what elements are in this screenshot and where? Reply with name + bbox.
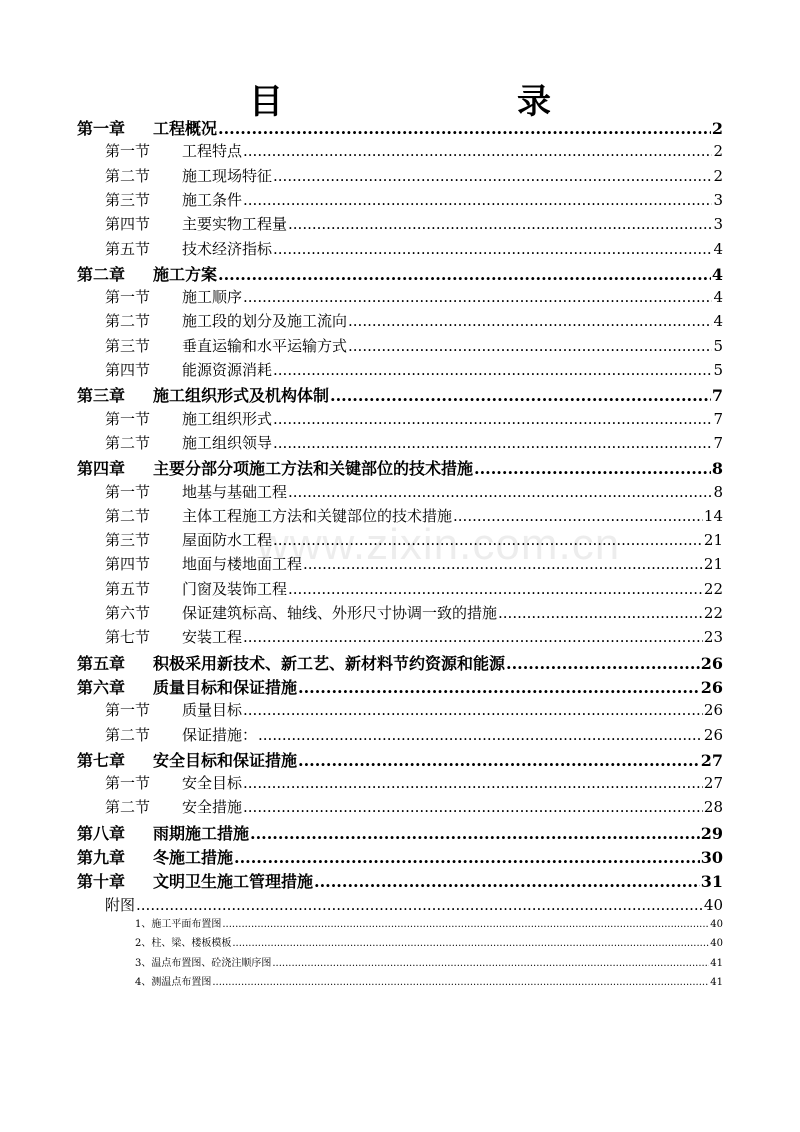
dot-leader	[273, 531, 703, 549]
toc-section-row[interactable]	[105, 553, 723, 574]
toc-page-number: 28	[703, 798, 723, 817]
toc-entry-title: 1、施工平面布置图	[135, 918, 222, 930]
toc-chapter-row[interactable]	[77, 821, 723, 844]
toc-chapter-row[interactable]	[77, 456, 723, 479]
toc-section-row[interactable]	[105, 213, 723, 234]
toc-section-row[interactable]	[105, 335, 723, 356]
dot-leader	[506, 654, 700, 673]
toc-section-row[interactable]	[105, 286, 723, 307]
toc-entry-title: 主要分部分项施工方法和关键部位的技术措施	[153, 459, 474, 479]
toc-appendix-row[interactable]	[135, 954, 723, 969]
toc-page-number: 22	[703, 579, 723, 598]
toc-entry-number: 第一节	[105, 774, 151, 793]
toc-page-number: 40	[703, 895, 723, 914]
toc-chapter-row[interactable]	[77, 869, 723, 892]
toc-entry-number: 第一节	[105, 482, 151, 501]
toc-page-number: 4	[713, 288, 723, 307]
toc-entry-label	[77, 821, 249, 844]
toc-entry-label	[105, 481, 287, 502]
toc-page-number: 7	[713, 433, 723, 452]
toc-section-row[interactable]	[105, 359, 723, 380]
toc-entry-label	[105, 213, 287, 234]
toc-chapter-row[interactable]	[77, 675, 723, 698]
toc-page-number: 21	[703, 555, 723, 574]
toc-page-number: 8	[713, 482, 723, 501]
toc-entry-label	[105, 310, 347, 331]
toc-page-number: 8	[711, 459, 723, 479]
toc-entry-title: 地基与基础工程	[182, 482, 288, 501]
toc-entry-number: 第六章	[77, 677, 126, 697]
toc-section-row[interactable]	[105, 724, 723, 745]
toc-entry-label	[105, 359, 272, 380]
toc-section-row[interactable]	[105, 408, 723, 429]
toc-page-number: 30	[700, 848, 723, 867]
toc-entry-title: 地面与楼地面工程	[182, 555, 303, 574]
dot-leader	[288, 215, 712, 233]
toc-section-row[interactable]	[105, 699, 723, 720]
toc-appendix-row[interactable]	[135, 915, 723, 930]
toc-entry-title: 安装工程	[182, 628, 243, 647]
toc-section-row[interactable]	[105, 578, 723, 599]
toc-entry-number: 第一节	[105, 701, 151, 720]
dot-leader	[303, 555, 703, 573]
toc-entry-label	[105, 189, 242, 210]
toc-section-row[interactable]	[105, 432, 723, 453]
toc-entry-title: 能源资源消耗	[182, 361, 273, 379]
toc-entry-number: 第九章	[77, 848, 126, 867]
toc-entry-title: 3、温点布置图、砼浇注顺序图	[135, 957, 272, 969]
dot-leader	[348, 312, 712, 330]
toc-chapter-row[interactable]	[77, 845, 723, 868]
toc-entry-title: 主要实物工程量	[182, 215, 288, 234]
dot-leader	[243, 701, 703, 719]
toc-entry-label	[105, 699, 242, 720]
toc-entry-number: 第二节	[105, 433, 151, 452]
toc-page-number: 27	[703, 774, 723, 793]
toc-chapter-row[interactable]	[77, 262, 723, 285]
dot-leader	[330, 386, 711, 405]
toc-entry-label	[77, 383, 329, 406]
toc-entry-title: 安全目标和保证措施	[153, 750, 298, 770]
dot-leader	[218, 265, 711, 284]
dot-leader	[243, 288, 712, 306]
toc-page-number: 29	[700, 823, 723, 843]
toc-page-number: 26	[700, 653, 723, 673]
toc-section-row[interactable]	[105, 772, 723, 793]
toc-section-row[interactable]	[105, 310, 723, 331]
toc-chapter-row[interactable]	[77, 651, 723, 674]
dot-leader	[243, 191, 712, 209]
toc-entry-label	[77, 748, 297, 771]
toc-entry-title: 工程概况	[153, 119, 218, 138]
toc-entry-title: 施工方案	[153, 264, 218, 284]
toc-entry-title: 质量目标和保证措施	[153, 677, 298, 697]
toc-page-number: 2	[713, 166, 723, 185]
toc-entry-label	[77, 845, 233, 868]
toc-entry-label	[105, 432, 272, 453]
toc-page-number: 26	[703, 725, 723, 744]
toc-page-number: 26	[700, 677, 723, 697]
toc-entry-label	[105, 238, 272, 259]
dot-leader	[273, 410, 712, 428]
toc-section-row[interactable]	[105, 529, 723, 550]
toc-entry-number: 第六节	[105, 604, 151, 622]
toc-page-number: 41	[710, 977, 723, 989]
dot-leader	[273, 434, 712, 452]
toc-entry-title: 2、柱、梁、楼板模板	[135, 938, 232, 950]
toc-section-row[interactable]	[105, 189, 723, 210]
toc-chapter-row[interactable]	[77, 116, 723, 139]
toc-entry-label	[135, 954, 271, 969]
toc-section-row[interactable]	[105, 602, 723, 623]
dot-leader	[212, 977, 709, 988]
toc-entry-label	[105, 796, 242, 817]
toc-entry-number: 第三节	[105, 531, 151, 550]
toc-entry-number: 第四节	[105, 215, 151, 234]
dot-leader	[273, 240, 712, 258]
toc-entry-number: 第三节	[105, 190, 151, 209]
toc-entry-label	[105, 724, 257, 745]
toc-entry-label	[77, 675, 297, 698]
dot-leader	[474, 459, 711, 478]
dot-leader	[243, 774, 703, 792]
toc-entry-title: 冬施工措施	[153, 848, 234, 867]
toc-entry-label	[135, 973, 211, 988]
toc-entry-label	[77, 651, 505, 674]
toc-entry-title: 安全措施	[182, 798, 243, 817]
toc-entry-number: 第三节	[105, 336, 151, 355]
toc-entry-title: 主体工程施工方法和关键部位的技术措施	[182, 506, 453, 525]
toc-entry-title: 工程特点	[182, 142, 243, 161]
toc-entry-label	[77, 869, 313, 892]
toc-page-number: 31	[700, 872, 723, 892]
toc-page-number: 23	[703, 628, 723, 647]
toc-entry-label	[105, 335, 347, 356]
toc-page-number: 7	[711, 386, 723, 406]
toc-entry-number: 第二节	[105, 166, 151, 185]
dot-leader	[288, 580, 703, 598]
toc-page-number: 22	[703, 604, 723, 622]
toc-entry-label	[135, 915, 221, 930]
toc-entry-label	[105, 408, 272, 429]
dot-leader	[243, 628, 703, 646]
toc-page-number: 4	[713, 312, 723, 331]
toc-entry-number: 第四节	[105, 361, 151, 379]
toc-entry-label	[105, 626, 242, 647]
toc-page-number: 27	[700, 750, 723, 770]
toc-entry-label	[105, 165, 272, 186]
toc-page-number: 40	[710, 918, 723, 930]
toc-appendix-row[interactable]	[135, 934, 723, 949]
toc-entry-number: 第五节	[105, 579, 151, 598]
toc-page-number: 21	[703, 531, 723, 550]
toc-entry-label	[77, 116, 217, 139]
toc-page-number: 2	[711, 119, 723, 138]
toc-entry-title: 安全目标	[182, 774, 243, 793]
toc-entry-title: 施工条件	[182, 190, 243, 209]
toc-page-number: 40	[710, 938, 723, 950]
toc-entry-label	[105, 578, 287, 599]
toc-entry-label	[105, 286, 242, 307]
toc-page-number: 14	[703, 506, 723, 525]
toc-entry-label	[77, 456, 473, 479]
toc-entry-title: 积极采用新技术、新工艺、新材料节约资源和能源	[153, 653, 506, 673]
dot-leader	[298, 751, 700, 770]
watermark: www.zixin.com.cn	[257, 520, 621, 569]
dot-leader	[258, 726, 703, 744]
toc-entry-label	[105, 772, 242, 793]
toc-entry-number: 第二节	[105, 798, 151, 817]
dot-leader	[288, 483, 712, 501]
toc-entry-number: 第四节	[105, 555, 151, 574]
toc-page-number: 5	[713, 336, 723, 355]
toc-entry-label	[105, 894, 135, 915]
toc-entry-title: 施工现场特征	[182, 166, 273, 185]
toc-entry-title: 文明卫生施工管理措施	[153, 872, 314, 892]
dot-leader	[136, 896, 703, 914]
toc-entry-title: 4、测温点布置图	[135, 977, 212, 989]
toc-entry-number: 第二节	[105, 725, 151, 744]
toc-entry-label	[77, 262, 217, 285]
toc-entry-title: 保证措施：	[182, 725, 258, 744]
toc-entry-title: 施工组织形式	[182, 409, 273, 428]
toc-entry-title: 施工组织形式及机构体制	[153, 386, 330, 406]
toc-entry-number: 第七节	[105, 628, 151, 647]
toc-page-number: 4	[713, 239, 723, 258]
page-title: 目 录	[249, 82, 651, 122]
dot-leader	[348, 337, 712, 355]
toc-section-row[interactable]	[105, 481, 723, 502]
toc-entry-label	[135, 934, 231, 949]
dot-leader	[234, 848, 700, 867]
toc-entry-number: 第一节	[105, 409, 151, 428]
toc-page-number: 7	[713, 409, 723, 428]
toc-page-number: 3	[713, 190, 723, 209]
toc-entry-number: 第一节	[105, 142, 151, 161]
toc-entry-title: 雨期施工措施	[153, 823, 250, 843]
toc-entry-title: 施工顺序	[182, 288, 243, 307]
toc-entry-number: 第五节	[105, 239, 151, 258]
dot-leader	[243, 798, 703, 816]
dot-leader	[232, 938, 709, 949]
toc-entry-number: 第十章	[77, 872, 126, 892]
toc-section-row[interactable]	[105, 165, 723, 186]
toc-entry-title: 技术经济指标	[182, 239, 273, 258]
dot-leader	[272, 958, 709, 969]
toc-entry-title: 垂直运输和水平运输方式	[182, 336, 348, 355]
toc-entry-label	[105, 505, 452, 526]
toc-page-number: 4	[711, 264, 723, 284]
toc-entry-number: 第二节	[105, 506, 151, 525]
toc-entry-number: 第二节	[105, 312, 151, 331]
toc-page-number: 2	[713, 142, 723, 161]
toc-section-row[interactable]	[105, 796, 723, 817]
toc-entry-number: 第一章	[77, 119, 126, 138]
toc-entry-number: 第五章	[77, 653, 126, 673]
dot-leader	[222, 919, 709, 930]
dot-leader	[273, 167, 712, 185]
dot-leader	[250, 824, 700, 843]
toc-entry-title: 保证建筑标高、轴线、外形尺寸协调一致的措施	[182, 604, 498, 622]
toc-entry-title: 附图	[105, 895, 136, 914]
dot-leader	[243, 142, 712, 160]
toc-page-number: 5	[713, 361, 723, 379]
toc-entry-number: 第三章	[77, 386, 126, 406]
toc-page-number: 41	[710, 957, 723, 969]
toc-entry-number: 第四章	[77, 459, 126, 479]
dot-leader	[218, 119, 711, 138]
toc-entry-label	[105, 553, 302, 574]
toc-page-number: 3	[713, 215, 723, 234]
toc-entry-title: 施工组织领导	[182, 433, 273, 452]
toc-section-row[interactable]	[105, 140, 723, 161]
toc-entry-title: 施工段的划分及施工流向	[182, 312, 348, 331]
dot-leader	[298, 678, 700, 697]
toc-entry-number: 第一节	[105, 288, 151, 307]
toc-entry-title: 质量目标	[182, 701, 243, 720]
toc-chapter-row[interactable]	[77, 383, 723, 406]
toc-entry-title: 门窗及装饰工程	[182, 579, 288, 598]
toc-entry-number: 第八章	[77, 823, 126, 843]
toc-section-row[interactable]	[105, 505, 723, 526]
dot-leader	[498, 604, 703, 622]
toc-entry-label	[105, 140, 242, 161]
toc-section-row[interactable]	[105, 238, 723, 259]
toc-entry-number: 第七章	[77, 750, 126, 770]
dot-leader	[314, 872, 700, 891]
toc-section-row[interactable]	[105, 626, 723, 647]
toc-appendix-row[interactable]	[135, 973, 723, 988]
toc-entry-label	[105, 602, 497, 623]
toc-entry-number: 第二章	[77, 264, 126, 284]
toc-entry-title: 屋面防水工程	[182, 531, 273, 550]
dot-leader	[273, 361, 712, 379]
toc-entry-label	[105, 529, 272, 550]
toc-chapter-row[interactable]	[77, 748, 723, 771]
toc-section-row[interactable]	[105, 894, 723, 915]
toc-page-number: 26	[703, 701, 723, 720]
dot-leader	[453, 507, 703, 525]
